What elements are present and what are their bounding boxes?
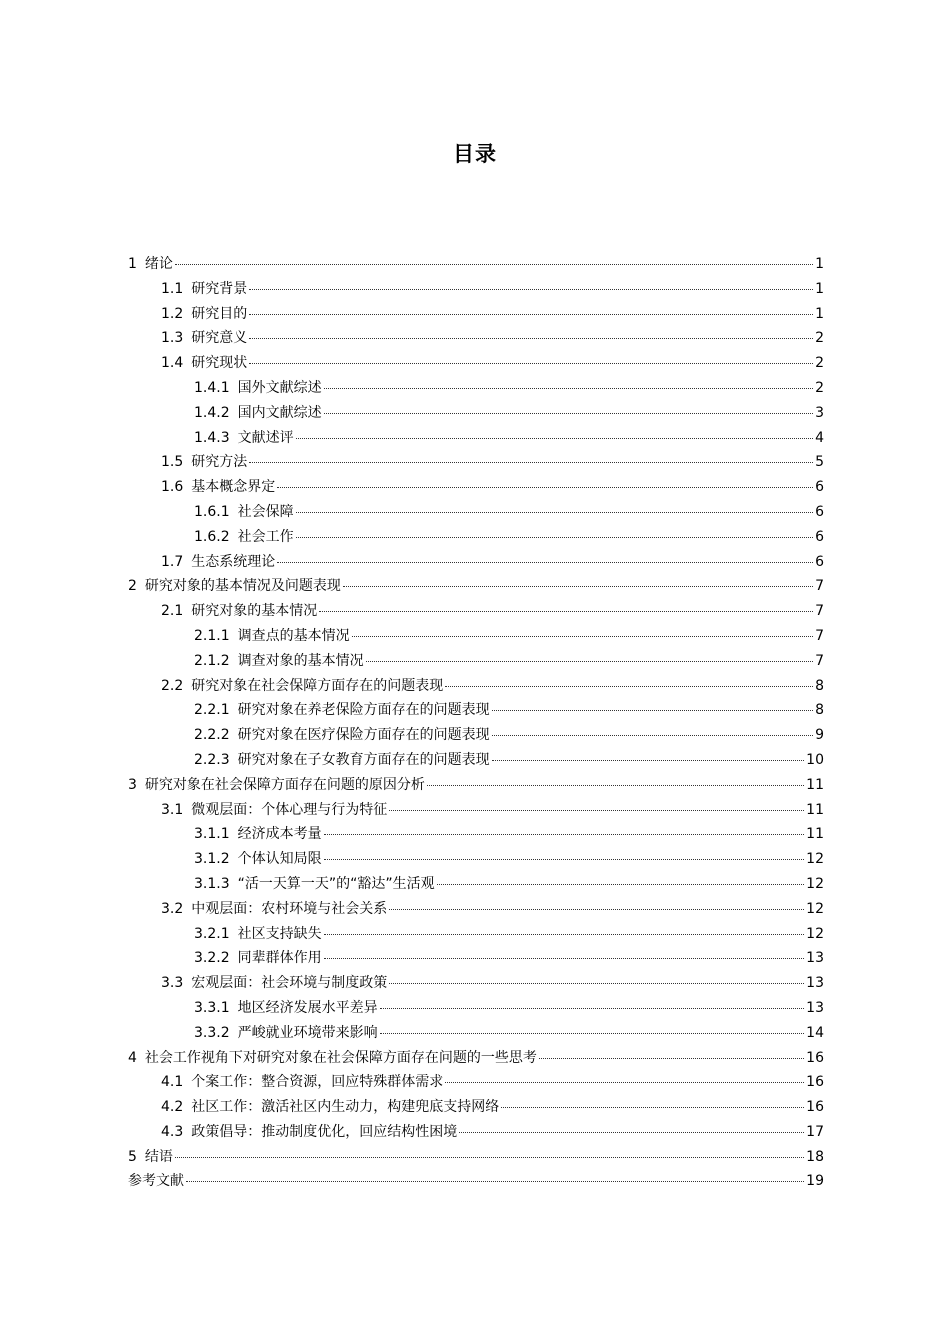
toc-entry-page-number: 8 bbox=[815, 677, 824, 694]
toc-entry-page-number: 1 bbox=[815, 305, 824, 322]
dot-leader bbox=[249, 362, 813, 364]
toc-entry-title: 调查对象的基本情况 bbox=[237, 652, 364, 669]
toc-entry-number: 1.6.2 bbox=[194, 528, 230, 545]
toc-entry-title: 结语 bbox=[144, 1148, 173, 1165]
toc-entry[interactable] bbox=[128, 872, 824, 897]
toc-entry-number: 4.2 bbox=[161, 1099, 184, 1116]
dot-leader bbox=[459, 1131, 804, 1133]
toc-entry[interactable] bbox=[128, 252, 824, 277]
toc-entry[interactable] bbox=[128, 922, 824, 947]
toc-entry-page-number: 16 bbox=[806, 1049, 824, 1066]
toc-entry-number: 2.2.1 bbox=[194, 702, 230, 719]
toc-entry-title: 严峻就业环境带来影响 bbox=[237, 1024, 378, 1041]
toc-entry[interactable] bbox=[128, 897, 824, 922]
toc-entry[interactable] bbox=[128, 376, 824, 401]
toc-entry-page-number: 8 bbox=[815, 702, 824, 719]
toc-entry-page-number: 2 bbox=[815, 379, 824, 396]
toc-entry-title: 地区经济发展水平差异 bbox=[237, 999, 378, 1016]
toc-entry-page-number: 3 bbox=[815, 404, 824, 421]
dot-leader bbox=[249, 337, 813, 339]
toc-entry[interactable] bbox=[128, 624, 824, 649]
toc-entry-page-number: 11 bbox=[806, 776, 824, 793]
toc-entry[interactable] bbox=[128, 822, 824, 847]
toc-entry-page-number: 7 bbox=[815, 652, 824, 669]
toc-entry-page-number: 17 bbox=[806, 1123, 824, 1140]
toc-entry-number: 1.4.2 bbox=[194, 404, 230, 421]
toc-entry[interactable] bbox=[128, 574, 824, 599]
toc-entry-title: 研究对象在社会保障方面存在问题的原因分析 bbox=[144, 776, 425, 793]
toc-entry-page-number: 2 bbox=[815, 355, 824, 372]
dot-leader bbox=[366, 660, 813, 662]
toc-entry-title: 国内文献综述 bbox=[237, 404, 322, 421]
toc-entry-page-number: 12 bbox=[806, 900, 824, 917]
toc-entry-title: 个案工作：整合资源，回应特殊群体需求 bbox=[191, 1074, 444, 1091]
toc-entry[interactable] bbox=[128, 302, 824, 327]
toc-entry-page-number: 12 bbox=[806, 851, 824, 868]
toc-entry[interactable] bbox=[128, 847, 824, 872]
toc-entry-number: 4.1 bbox=[161, 1074, 184, 1091]
toc-entry-number: 2 bbox=[128, 578, 137, 595]
toc-entry-number: 3.3 bbox=[161, 975, 184, 992]
dot-leader bbox=[277, 486, 813, 488]
toc-entry-title: 同辈群体作用 bbox=[237, 950, 322, 967]
toc-entry-page-number: 7 bbox=[815, 627, 824, 644]
toc-entry-page-number: 13 bbox=[806, 975, 824, 992]
toc-entry-number: 4 bbox=[128, 1049, 137, 1066]
dot-leader bbox=[492, 709, 813, 711]
dot-leader bbox=[324, 957, 805, 959]
toc-entry[interactable] bbox=[128, 723, 824, 748]
dot-leader bbox=[492, 734, 813, 736]
toc-entry-number: 2.2.2 bbox=[194, 727, 230, 744]
toc-entry-number: 3.1 bbox=[161, 801, 184, 818]
dot-leader bbox=[319, 610, 813, 612]
toc-entry-title: 经济成本考量 bbox=[237, 826, 322, 843]
toc-entry-title: 国外文献综述 bbox=[237, 379, 322, 396]
toc-entry-title: 文献述评 bbox=[237, 429, 294, 446]
dot-leader bbox=[324, 412, 813, 414]
toc-entry-number: 1.7 bbox=[161, 553, 184, 570]
dot-leader bbox=[380, 1032, 805, 1034]
dot-leader bbox=[380, 1007, 805, 1009]
dot-leader bbox=[249, 313, 813, 315]
toc-entry-page-number: 18 bbox=[806, 1148, 824, 1165]
toc-entry[interactable] bbox=[128, 277, 824, 302]
table-of-contents bbox=[128, 252, 824, 1194]
toc-entry-page-number: 6 bbox=[815, 553, 824, 570]
toc-entry-number: 1.3 bbox=[161, 330, 184, 347]
toc-entry-number: 2.2.3 bbox=[194, 751, 230, 768]
dot-leader bbox=[389, 982, 804, 984]
toc-entry-title: 研究对象在子女教育方面存在的问题表现 bbox=[237, 751, 490, 768]
toc-entry-title: 研究方法 bbox=[191, 454, 248, 471]
toc-entry-title: 宏观层面：社会环境与制度政策 bbox=[191, 975, 388, 992]
toc-entry-title: 研究现状 bbox=[191, 355, 248, 372]
toc-entry-title: 社会工作 bbox=[237, 528, 294, 545]
toc-entry-number: 1.4 bbox=[161, 355, 184, 372]
toc-entry-number: 3.2 bbox=[161, 900, 184, 917]
toc-entry-page-number: 1 bbox=[815, 256, 824, 272]
toc-entry[interactable] bbox=[128, 525, 824, 550]
toc-entry-page-number: 14 bbox=[806, 1024, 824, 1041]
dot-leader bbox=[186, 1180, 804, 1182]
toc-entry-title: 研究对象的基本情况及问题表现 bbox=[144, 578, 341, 595]
toc-entry-number: 1.6.1 bbox=[194, 503, 230, 520]
dot-leader bbox=[445, 685, 813, 687]
toc-entry-title: 调查点的基本情况 bbox=[237, 627, 350, 644]
toc-entry[interactable] bbox=[128, 971, 824, 996]
toc-entry-page-number: 13 bbox=[806, 950, 824, 967]
dot-leader bbox=[175, 263, 813, 265]
dot-leader bbox=[352, 635, 813, 637]
toc-title: 目录 bbox=[453, 142, 497, 166]
toc-entry-number: 3.1.3 bbox=[194, 875, 230, 892]
dot-leader bbox=[427, 784, 804, 786]
dot-leader bbox=[501, 1106, 804, 1108]
toc-entry-title: 社会工作视角下对研究对象在社会保障方面存在问题的一些思考 bbox=[144, 1049, 537, 1066]
toc-entry-number: 1.1 bbox=[161, 280, 184, 297]
toc-entry-title: 研究对象在医疗保险方面存在的问题表现 bbox=[237, 727, 490, 744]
toc-entry[interactable] bbox=[128, 1169, 824, 1194]
toc-entry[interactable] bbox=[128, 550, 824, 575]
dot-leader bbox=[249, 288, 813, 290]
toc-entry-number: 3.1.2 bbox=[194, 851, 230, 868]
toc-entry-title: 研究背景 bbox=[191, 280, 248, 297]
toc-entry-page-number: 2 bbox=[815, 330, 824, 347]
dot-leader bbox=[389, 809, 804, 811]
toc-entry-page-number: 12 bbox=[806, 875, 824, 892]
toc-entry[interactable] bbox=[128, 475, 824, 500]
dot-leader bbox=[249, 461, 813, 463]
dot-leader bbox=[324, 933, 805, 935]
toc-entry-page-number: 12 bbox=[806, 925, 824, 942]
dot-leader bbox=[296, 536, 813, 538]
toc-entry-page-number: 11 bbox=[806, 826, 824, 843]
dot-leader bbox=[324, 833, 805, 835]
dot-leader bbox=[492, 759, 805, 761]
dot-leader bbox=[324, 387, 813, 389]
toc-entry[interactable] bbox=[128, 351, 824, 376]
toc-entry-page-number: 7 bbox=[815, 603, 824, 620]
dot-leader bbox=[296, 437, 813, 439]
toc-entry-page-number: 7 bbox=[815, 578, 824, 595]
toc-entry-number: 3.3.1 bbox=[194, 999, 230, 1016]
toc-entry-title: 研究对象在社会保障方面存在的问题表现 bbox=[191, 677, 444, 694]
toc-entry[interactable] bbox=[128, 401, 824, 426]
dot-leader bbox=[343, 585, 813, 587]
toc-entry[interactable] bbox=[128, 1046, 824, 1071]
toc-entry-page-number: 11 bbox=[806, 801, 824, 818]
dot-leader bbox=[539, 1057, 804, 1059]
toc-entry-number: 1.4.1 bbox=[194, 379, 230, 396]
toc-entry-number: 3 bbox=[128, 776, 137, 793]
toc-entry-title: “活一天算一天”的“豁达”生活观 bbox=[237, 875, 435, 892]
toc-entry-number: 1.4.3 bbox=[194, 429, 230, 446]
toc-entry-title: 社会保障 bbox=[237, 503, 294, 520]
toc-entry[interactable] bbox=[128, 748, 824, 773]
toc-entry-number: 1.2 bbox=[161, 305, 184, 322]
toc-entry-title: 研究意义 bbox=[191, 330, 248, 347]
toc-entry-page-number: 10 bbox=[806, 751, 824, 768]
toc-entry[interactable] bbox=[128, 426, 824, 451]
toc-entry-number: 2.2 bbox=[161, 677, 184, 694]
dot-leader bbox=[296, 511, 813, 513]
toc-entry-number: 2.1 bbox=[161, 603, 184, 620]
toc-entry[interactable] bbox=[128, 1145, 824, 1170]
dot-leader bbox=[175, 1156, 804, 1158]
toc-entry-page-number: 6 bbox=[815, 479, 824, 496]
toc-entry[interactable] bbox=[128, 500, 824, 525]
dot-leader bbox=[277, 561, 813, 563]
toc-entry-number: 2.1.1 bbox=[194, 627, 230, 644]
toc-entry-number: 2.1.2 bbox=[194, 652, 230, 669]
toc-entry-title: 政策倡导：推动制度优化，回应结构性困境 bbox=[191, 1123, 458, 1140]
toc-entry[interactable] bbox=[128, 450, 824, 475]
toc-entry-title: 基本概念界定 bbox=[191, 479, 276, 496]
toc-entry[interactable] bbox=[128, 798, 824, 823]
toc-entry-page-number: 16 bbox=[806, 1074, 824, 1091]
toc-entry-title: 研究对象在养老保险方面存在的问题表现 bbox=[237, 702, 490, 719]
toc-entry[interactable] bbox=[128, 698, 824, 723]
toc-entry-page-number: 1 bbox=[815, 280, 824, 297]
toc-entry-number: 4.3 bbox=[161, 1123, 184, 1140]
toc-entry-page-number: 13 bbox=[806, 999, 824, 1016]
dot-leader bbox=[437, 883, 805, 885]
toc-entry[interactable] bbox=[128, 996, 824, 1021]
toc-entry-title: 社区支持缺失 bbox=[237, 925, 322, 942]
dot-leader bbox=[389, 908, 804, 910]
toc-entry[interactable] bbox=[128, 326, 824, 351]
toc-entry-number: 1.6 bbox=[161, 479, 184, 496]
toc-entry-number: 3.3.2 bbox=[194, 1024, 230, 1041]
toc-entry[interactable] bbox=[128, 1095, 824, 1120]
dot-leader bbox=[445, 1081, 804, 1083]
toc-entry-title: 研究对象的基本情况 bbox=[191, 603, 318, 620]
toc-entry-number: 5 bbox=[128, 1148, 137, 1165]
toc-entry-title: 社区工作：激活社区内生动力，构建兜底支持网络 bbox=[191, 1099, 500, 1116]
toc-entry-title: 生态系统理论 bbox=[191, 553, 276, 570]
toc-entry-page-number: 4 bbox=[815, 429, 824, 446]
toc-entry[interactable] bbox=[128, 1120, 824, 1145]
toc-entry-page-number: 6 bbox=[815, 528, 824, 545]
toc-entry[interactable] bbox=[128, 1070, 824, 1095]
dot-leader bbox=[324, 858, 805, 860]
toc-entry-title: 中观层面：农村环境与社会关系 bbox=[191, 900, 388, 917]
toc-entry[interactable] bbox=[128, 599, 824, 624]
toc-entry-title: 个体认知局限 bbox=[237, 851, 322, 868]
toc-entry-number: 1.5 bbox=[161, 454, 184, 471]
toc-entry[interactable] bbox=[128, 773, 824, 798]
toc-entry[interactable] bbox=[128, 946, 824, 971]
toc-entry-page-number: 16 bbox=[806, 1099, 824, 1116]
toc-entry[interactable] bbox=[128, 1021, 824, 1046]
toc-entry-page-number: 5 bbox=[815, 454, 824, 471]
toc-entry-page-number: 19 bbox=[806, 1173, 824, 1190]
toc-entry-title: 微观层面：个体心理与行为特征 bbox=[191, 801, 388, 818]
toc-entry-number: 3.2.1 bbox=[194, 925, 230, 942]
toc-entry-page-number: 9 bbox=[815, 727, 824, 744]
toc-entry[interactable] bbox=[128, 674, 824, 699]
toc-entry-title: 绪论 bbox=[144, 256, 173, 272]
toc-entry-title: 参考文献 bbox=[128, 1173, 184, 1190]
toc-entry[interactable] bbox=[128, 649, 824, 674]
toc-entry-number: 3.1.1 bbox=[194, 826, 230, 843]
toc-entry-page-number: 6 bbox=[815, 503, 824, 520]
toc-entry-number: 1 bbox=[128, 256, 137, 272]
toc-entry-title: 研究目的 bbox=[191, 305, 248, 322]
toc-entry-number: 3.2.2 bbox=[194, 950, 230, 967]
